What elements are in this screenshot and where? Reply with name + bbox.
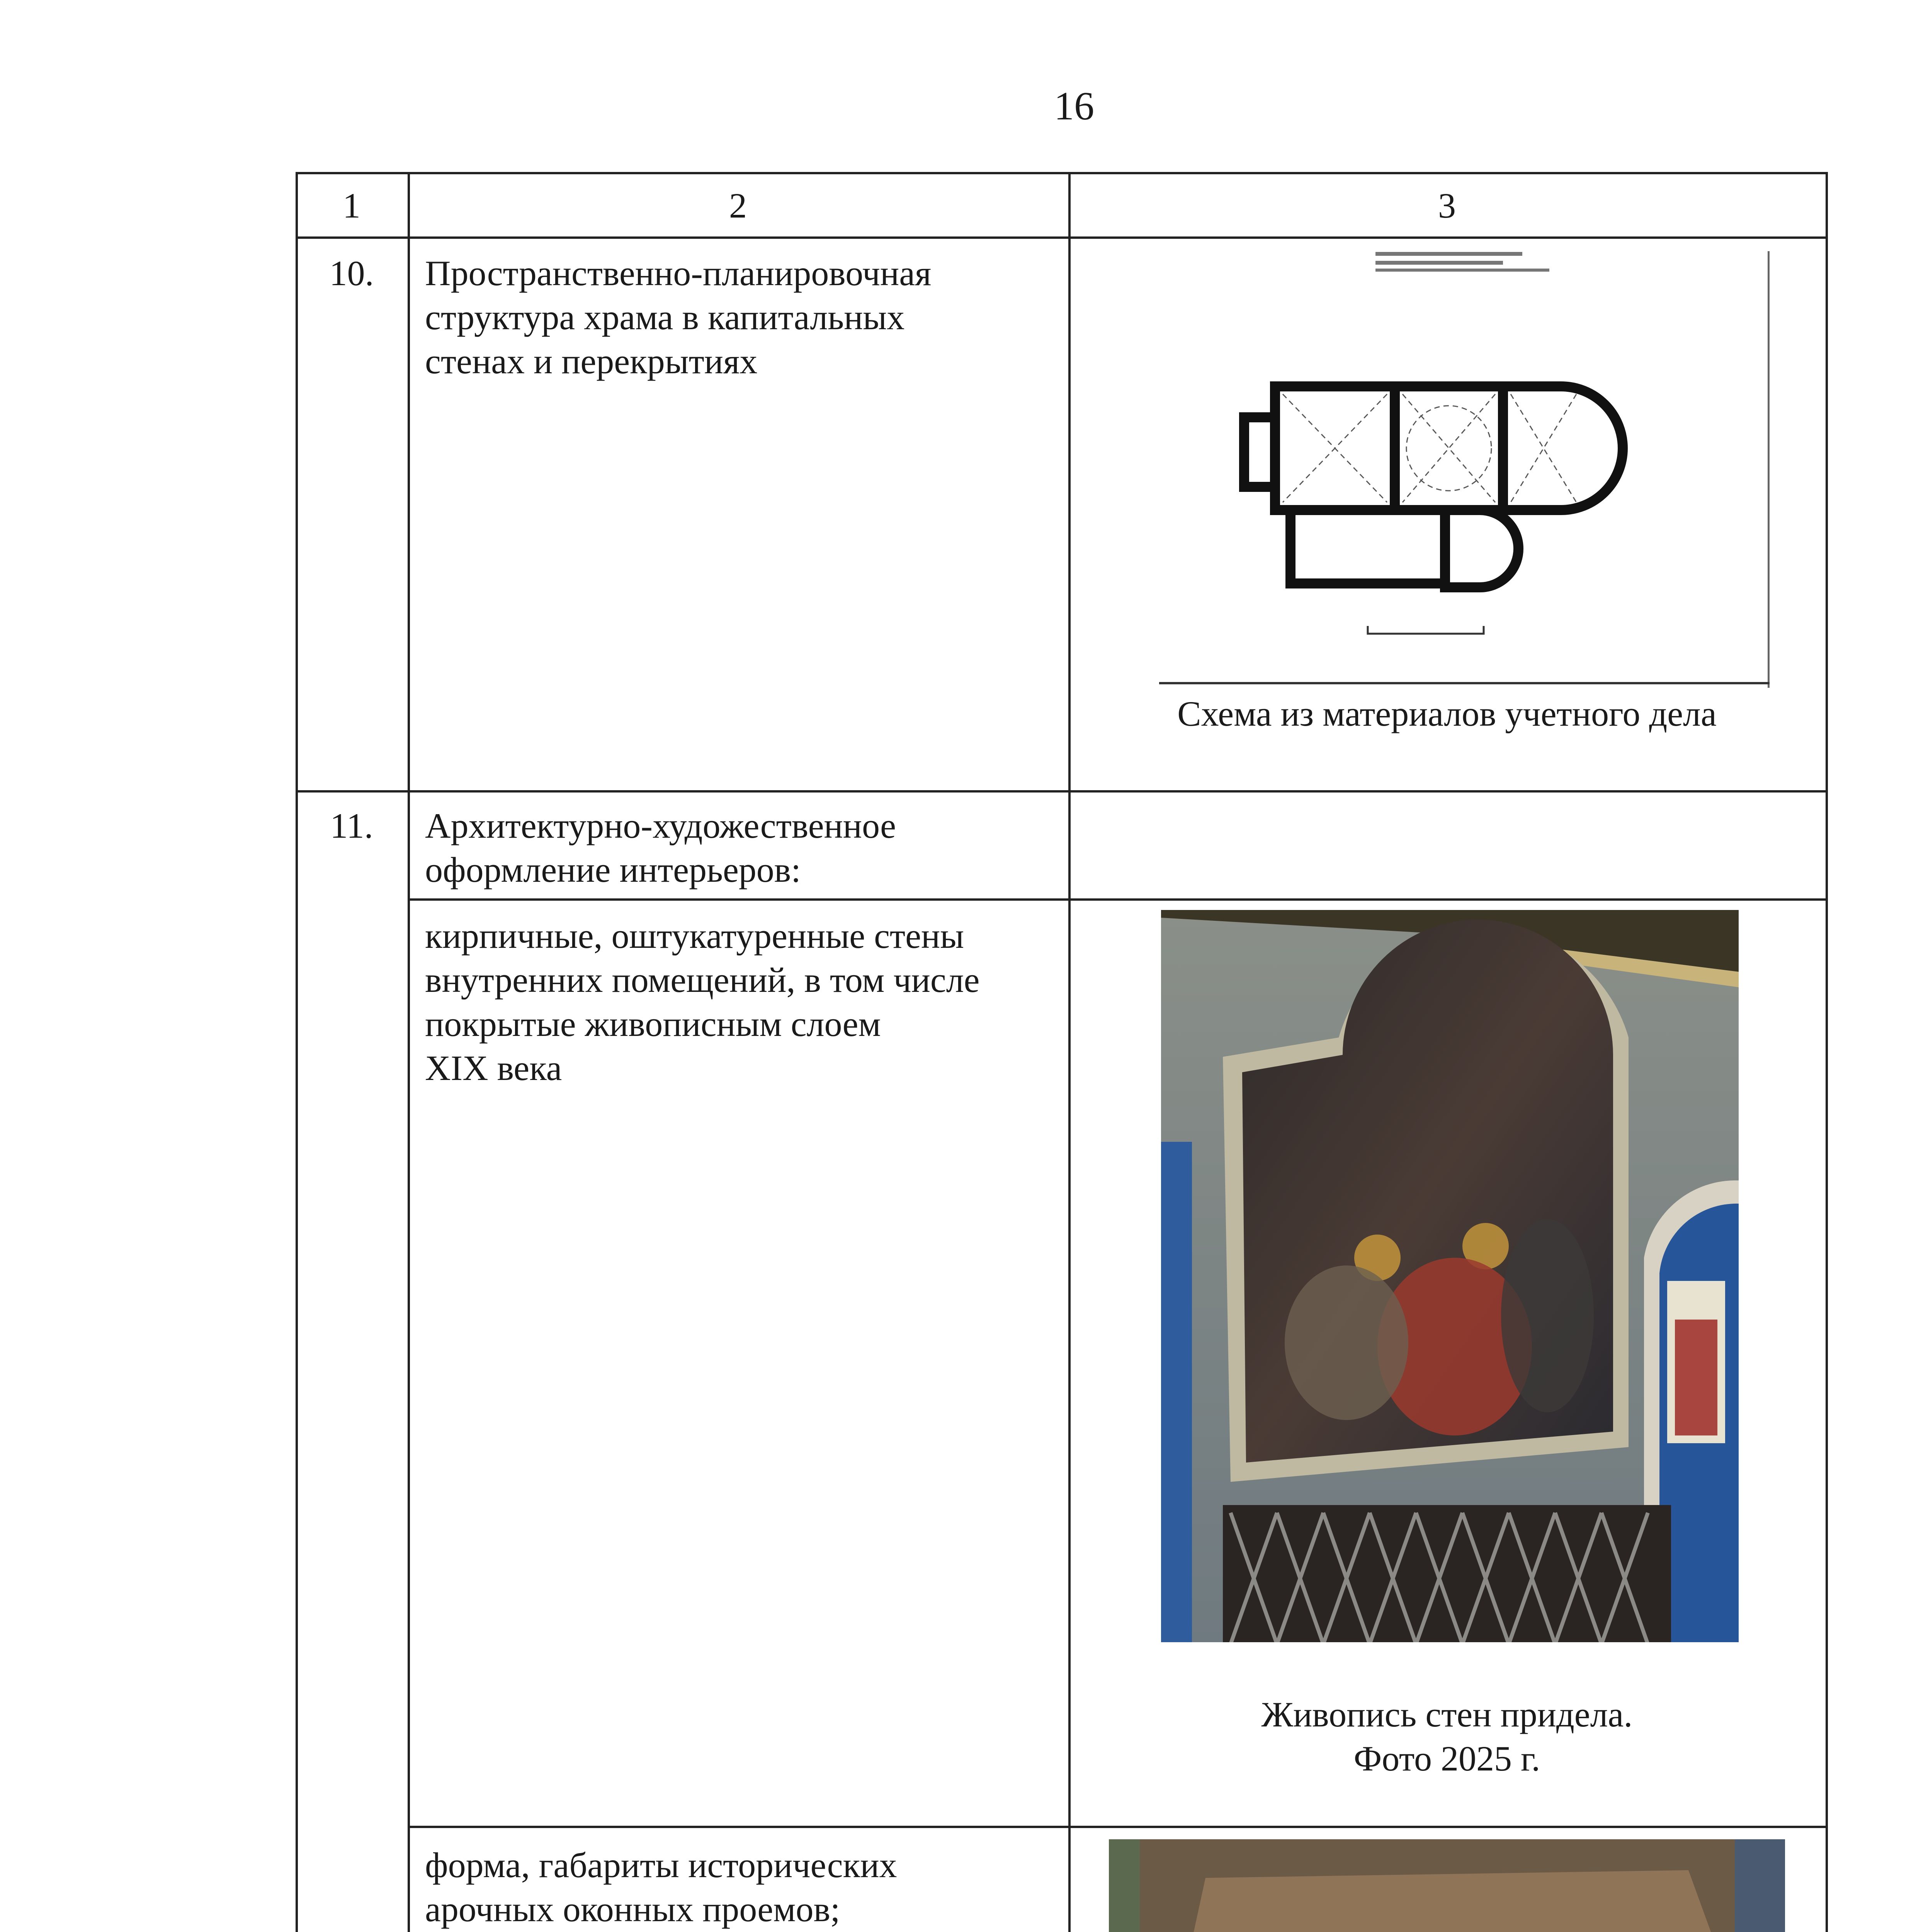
row-10-number: 10.	[329, 253, 374, 293]
row-11-description: Архитектурно-художественное оформление интерьеров:	[425, 806, 896, 889]
row-11-walls-description: кирпичные, оштукатуренные стены внутренних помещений, в том числе покрытые живописным слоем XIX века	[425, 916, 980, 1088]
row-10-description: Пространственно-планировочная структура храма в капитальных стенах и перекрытиях	[425, 253, 932, 381]
row-11-number: 11.	[330, 806, 373, 845]
header-col-1: 1	[343, 186, 360, 225]
row-10-caption: Схема из материалов учетного дела	[1177, 694, 1717, 733]
header-col-2: 2	[729, 186, 747, 225]
wall-painting-caption: Живопись стен придела. Фото 2025 г.	[1261, 1695, 1633, 1778]
header-col-3: 3	[1438, 186, 1456, 225]
wall-painting-photo	[1161, 910, 1739, 1642]
windows-photo	[1109, 1839, 1785, 1932]
page-number: 16	[1054, 84, 1094, 128]
row-11-windows-description: форма, габариты исторических арочных оконных проемов;	[425, 1845, 897, 1929]
floor-plan-scheme	[1144, 243, 1777, 688]
